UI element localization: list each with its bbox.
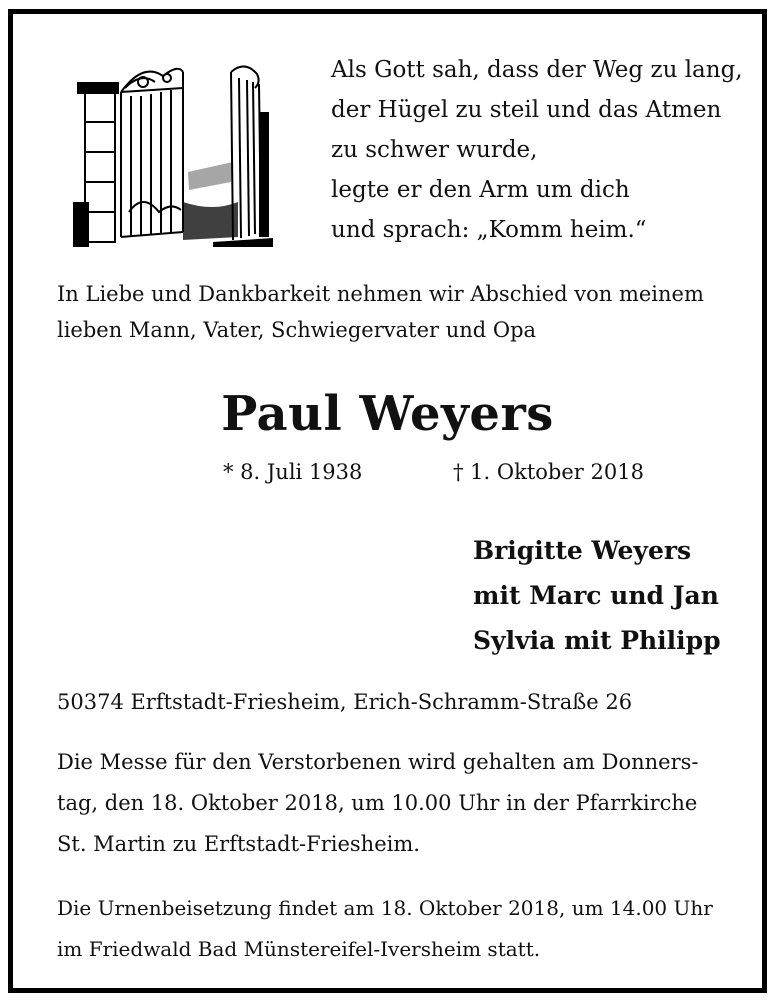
poem (331, 50, 743, 250)
mourner-line: mit Marc und Jan (473, 581, 719, 610)
mourner-line: Sylvia mit Philipp (473, 626, 721, 655)
address: 50374 Erftstadt-Friesheim, Erich-Schramm-Straße 26 (57, 690, 633, 714)
birth-date: * 8. Juli 1938 (223, 460, 363, 484)
open-gate-icon (63, 52, 273, 247)
death-date: † 1. Oktober 2018 (453, 460, 644, 484)
poem-line: der Hügel zu steil und das Atmen (331, 97, 722, 123)
mass-line: St. Martin zu Erftstadt-Friesheim. (57, 832, 420, 856)
burial-line: Die Urnenbeisetzung findet am 18. Oktober 2018, um 14.00 Uhr (57, 896, 713, 920)
mass-line: Die Messe für den Verstorbenen wird gehalten am Donners- (57, 750, 699, 774)
mass-info (57, 742, 737, 865)
poem-line: und sprach: „Komm heim.“ (331, 217, 647, 243)
poem-line: legte er den Arm um dich (331, 177, 630, 203)
poem-line: zu schwer wurde, (331, 137, 538, 163)
mass-line: tag, den 18. Oktober 2018, um 10.00 Uhr in der Pfarrkirche (57, 791, 698, 815)
intro-text (57, 276, 737, 348)
intro-line: lieben Mann, Vater, Schwiegervater und Opa (57, 318, 537, 342)
mourners-list (473, 528, 721, 663)
obituary-notice (8, 9, 767, 993)
deceased-name: Paul Weyers (221, 386, 554, 442)
burial-line: im Friedwald Bad Münstereifel-Iversheim statt. (57, 937, 541, 961)
poem-line: Als Gott sah, dass der Weg zu lang, (331, 57, 743, 83)
mourner-line: Brigitte Weyers (473, 536, 692, 565)
burial-info (57, 888, 737, 970)
intro-line: In Liebe und Dankbarkeit nehmen wir Abschied von meinem (57, 282, 704, 306)
